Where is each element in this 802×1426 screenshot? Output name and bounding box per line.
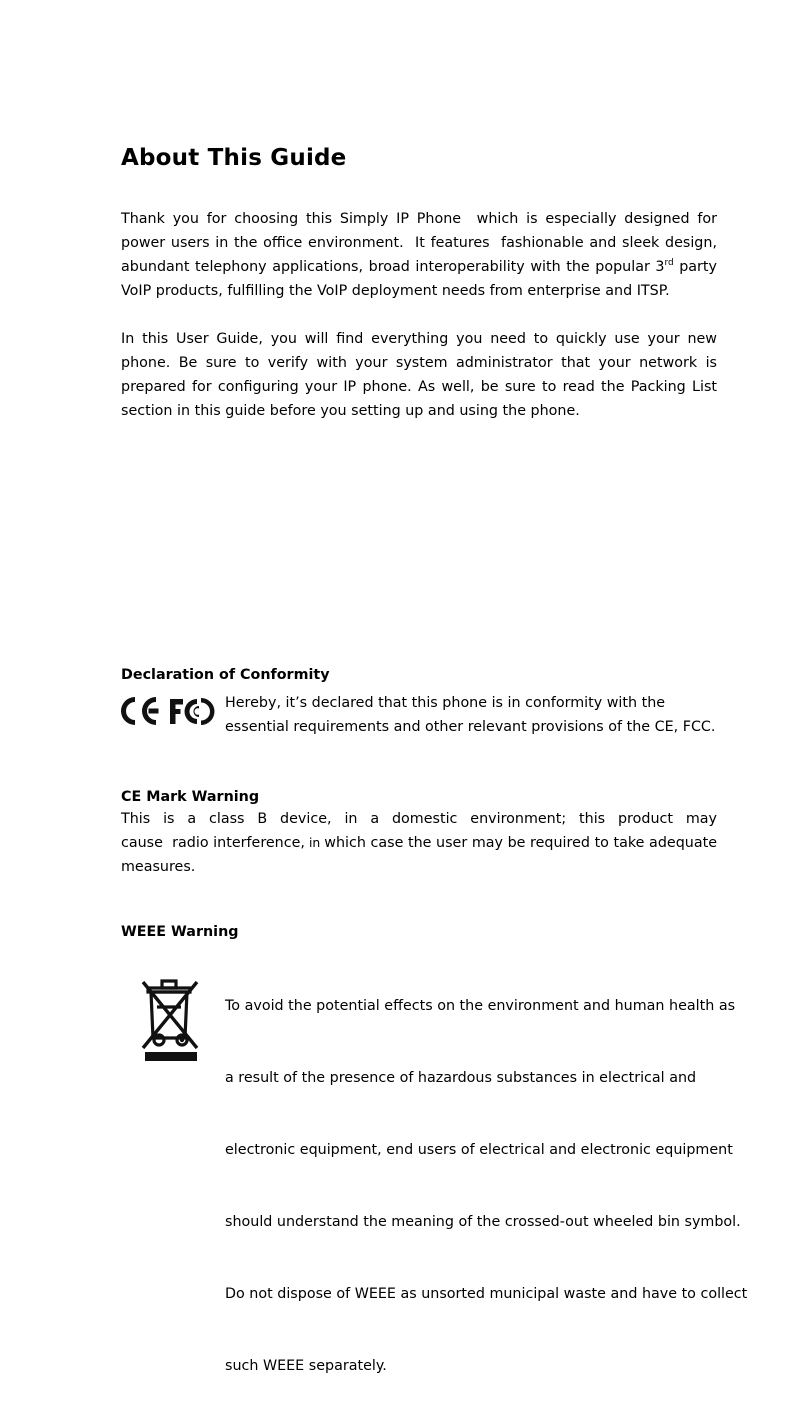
weee-line: such WEEE separately. <box>225 1358 387 1375</box>
weee-solid-bar <box>145 1052 197 1061</box>
weee-row <box>121 946 748 1426</box>
intro-paragraph-1-continued: party VoIP products, fulfilling the VoIP deployment needs from enterprise and ITSP. <box>121 259 722 300</box>
intro-paragraph-1-text: Thank you for choosing this Simply IP Phone which is especially designed for power users in the office environment. It features fashionable and sleek design, abundant telephony applications, broad interoperability with the popular 3 <box>121 211 727 276</box>
weee-warning-heading: WEEE Warning <box>121 924 239 941</box>
ce-mark-warning-body <box>121 807 727 879</box>
declaration-body-text: Hereby, it’s declared that this phone is in conformity with the essential requirements and other relevant provisions of the CE, FCC. <box>225 695 716 736</box>
conformity-marks-group <box>121 691 225 733</box>
weee-line: electronic equipment, end users of electrical and electronic equipment <box>225 1142 733 1159</box>
page-title: About This Guide <box>121 145 347 171</box>
ce-warning-text-small: in <box>304 835 325 851</box>
weee-warning-section <box>121 922 748 1426</box>
crossed-out-wheeled-bin-icon <box>135 966 207 1062</box>
ce-fcc-marks-svg <box>121 693 221 729</box>
ordinal-suffix: rd <box>664 258 674 269</box>
declaration-of-conformity-section <box>121 665 717 739</box>
fcc-mark-logo <box>170 698 215 725</box>
declaration-row <box>121 691 717 739</box>
weee-line: To avoid the potential effects on the environment and human health as <box>225 998 736 1015</box>
ce-warning-text-part-1: This is a class B device, in a domestic environment; this product may cause radio interference, <box>121 811 727 852</box>
vertical-spacer <box>121 423 717 665</box>
weee-warning-body <box>225 946 747 1426</box>
weee-line: Do not dispose of WEEE as unsorted municipal waste and have to collect <box>225 1286 748 1303</box>
weee-line: a result of the presence of hazardous substances in electrical and <box>225 1070 697 1087</box>
ce-mark-warning-heading: CE Mark Warning <box>121 789 260 806</box>
ce-mark-logo <box>121 697 159 725</box>
intro-paragraph-1 <box>121 207 727 303</box>
weee-line: should understand the meaning of the crossed-out wheeled bin symbol. <box>225 1214 741 1231</box>
weee-bin-logo-wrap <box>121 946 225 1066</box>
document-content-column <box>121 0 748 1426</box>
ce-warning-text-part-2: which case the user may be required to take adequate measures. <box>121 835 722 876</box>
intro-paragraph-2: In this User Guide, you will find everything you need to quickly use your new phone. Be sure to verify with your system administrator that your network is prepared for configuring your IP phone. As well, be sure to read the Packing List section in this guide before you setting up and using the phone. <box>121 331 722 420</box>
ce-mark-warning-section <box>121 787 727 879</box>
declaration-heading: Declaration of Conformity <box>121 667 330 684</box>
